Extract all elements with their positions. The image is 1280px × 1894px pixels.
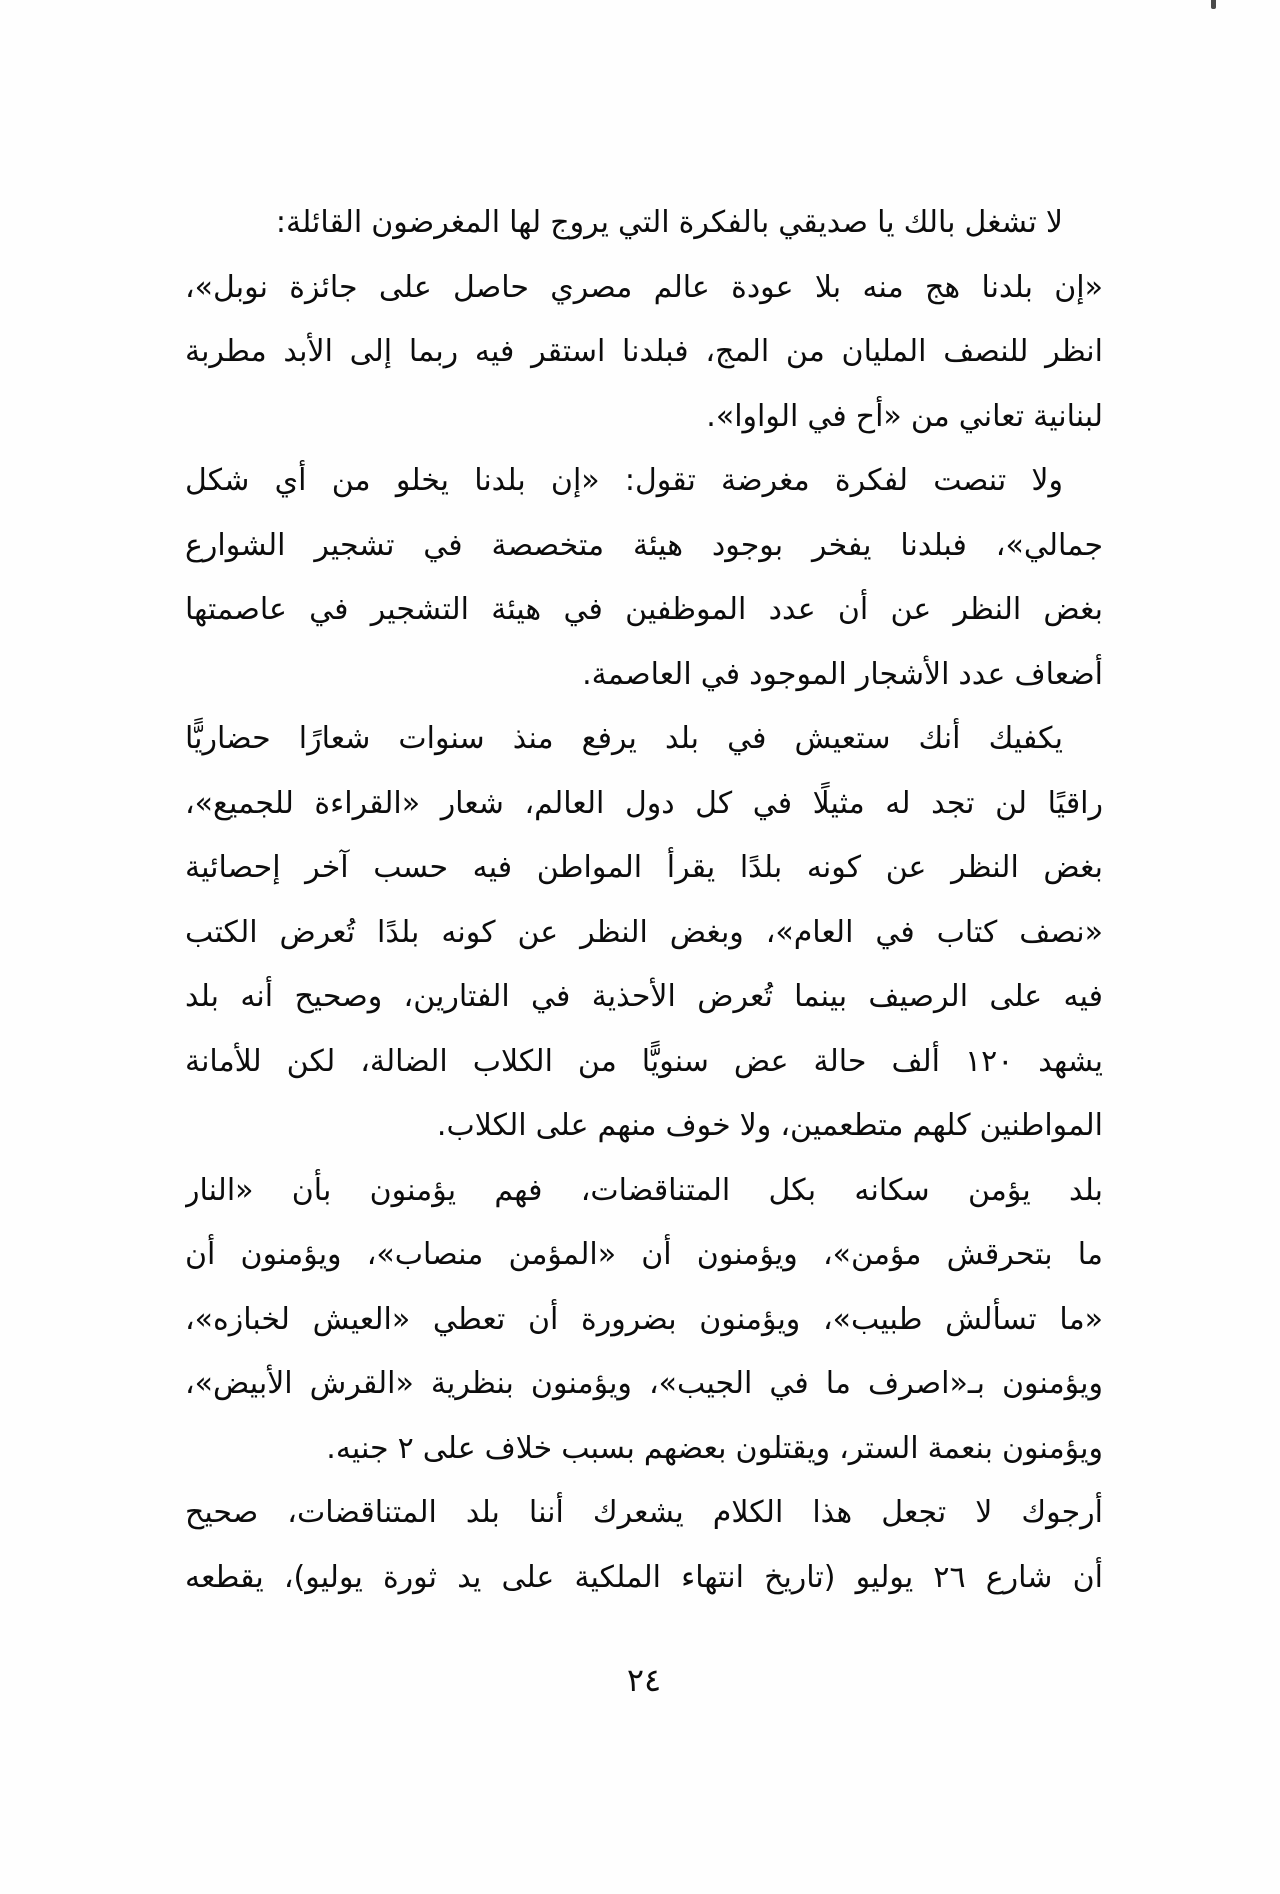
text-line: المواطنين كلهم متطعمين، ولا خوف منهم على الكلاب. xyxy=(436,1108,1103,1143)
text-line: انظر للنصف المليان من المج، فبلدنا استقر فيه ربما إلى الأبد مطربة xyxy=(185,334,1103,369)
text-line: بغض النظر عن كونه بلدًا يقرأ المواطن فيه حسب آخر إحصائية xyxy=(185,850,1103,885)
text-line: «نصف كتاب في العام»، وبغض النظر عن كونه بلدًا تُعرض الكتب xyxy=(185,914,1103,950)
text-line: فيه على الرصيف بينما تُعرض الأحذية في الفتارين، وصحيح أنه بلد xyxy=(185,979,1103,1014)
text-line: ما بتحرقش مؤمن»، ويؤمنون أن «المؤمن منصاب»، ويؤمنون أن xyxy=(185,1237,1103,1272)
text-line: جمالي»، فبلدنا يفخر بوجود هيئة متخصصة في تشجير الشوارع xyxy=(185,527,1103,563)
text-line: راقيًا لن تجد له مثيلًا في كل دول العالم، شعار «القراءة للجميع»، xyxy=(185,785,1103,821)
text-line: بغض النظر عن أن عدد الموظفين في هيئة التشجير في عاصمتها xyxy=(185,592,1103,627)
page-text-block xyxy=(185,191,1103,1610)
text-line: أن شارع ٢٦ يوليو (تاريخ انتهاء الملكية على يد ثورة يوليو)، يقطعه xyxy=(185,1559,1103,1595)
text-line: يكفيك أنك ستعيش في بلد يرفع منذ سنوات شعارًا حضاريًّا xyxy=(185,721,1063,756)
text-line: ويؤمنون بـ«اصرف ما في الجيب»، ويؤمنون بنظرية «القرش الأبيض»، xyxy=(185,1366,1103,1401)
text-line: بلد يؤمن سكانه بكل المتناقضات، فهم يؤمنون بأن «النار xyxy=(185,1172,1103,1208)
text-line: يشهد ١٢٠ ألف حالة عض سنويًّا من الكلاب الضالة، لكن للأمانة xyxy=(185,1043,1103,1079)
text-line: لا تشغل بالك يا صديقي بالفكرة التي يروج لها المغرضون القائلة: xyxy=(275,205,1063,240)
text-line: أضعاف عدد الأشجار الموجود في العاصمة. xyxy=(582,656,1103,692)
text-line: «إن بلدنا هج منه بلا عودة عالم مصري حاصل على جائزة نوبل»، xyxy=(185,269,1103,305)
text-line: أرجوك لا تجعل هذا الكلام يشعرك أننا بلد المتناقضات، صحيح xyxy=(185,1495,1103,1530)
text-line: لبنانية تعاني من «أح في الواوا». xyxy=(706,398,1103,434)
scan-speck-artifact xyxy=(1211,0,1216,9)
page-number: ٢٤ xyxy=(626,1661,662,1699)
text-line: ولا تنصت لفكرة مغرضة تقول: «إن بلدنا يخلو من أي شكل xyxy=(185,463,1063,498)
text-line: «ما تسألش طبيب»، ويؤمنون بضرورة أن تعطي «العيش لخبازه»، xyxy=(185,1301,1103,1337)
text-line: ويؤمنون بنعمة الستر، ويقتلون بعضهم بسبب خلاف على ٢ جنيه. xyxy=(326,1430,1103,1466)
